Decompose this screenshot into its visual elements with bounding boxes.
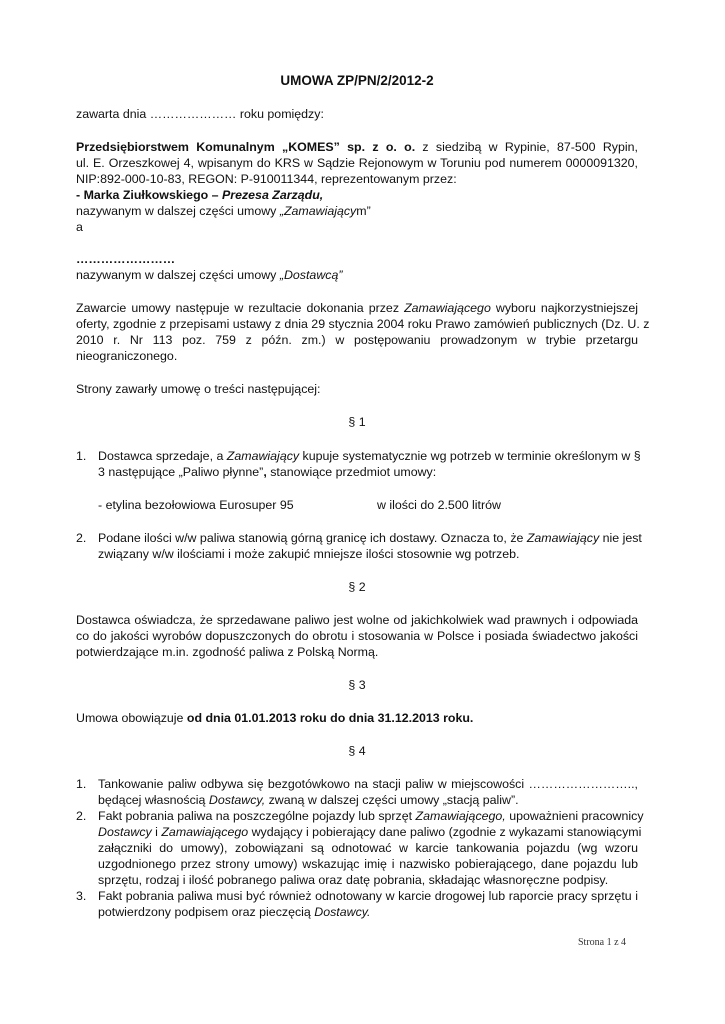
section-4-heading: § 4 xyxy=(348,744,366,758)
s1-item-2-line-1: Podane ilości w/w paliwa stanowią górną granicę ich dostawy. Oznacza to, że Zamawiający nie jest xyxy=(98,531,642,545)
s2-line-3: potwierdzające m.in. zgodność paliwa z Polską Normą. xyxy=(76,645,379,659)
party1-line-3: NIP:892-000-10-83, REGON: P-910011344, reprezentowanym przez: xyxy=(76,172,457,186)
fuel-name: - etylina bezołowiowa Eurosuper 95 xyxy=(98,498,294,512)
s1-item-2-number: 2. xyxy=(76,531,87,545)
party1-line-1: Przedsiębiorstwem Komunalnym „KOMES” sp. z o. o. z siedzibą w Rypinie, 87-500 Rypin, xyxy=(76,140,638,154)
s4-item-2-line-1: Fakt pobrania paliwa na poszczególne pojazdy lub sprzęt Zamawiającego, upoważnieni pracownicy xyxy=(98,809,644,823)
s4-item-1-number: 1. xyxy=(76,777,87,791)
s4-item-3-line-2: potwierdzony podpisem oraz pieczęcią Dostawcy. xyxy=(98,905,371,919)
party1-representative: - Marka Ziułkowskiego – Prezesa Zarządu, xyxy=(76,188,324,202)
s4-item-2-number: 2. xyxy=(76,809,87,823)
s1-item-1-line-2: 3 następujące „Paliwo płynne”, stanowiące przedmiot umowy: xyxy=(98,465,437,479)
conclusion-line-3: 2010 r. Nr 113 poz. 759 z późn. zm.) w postępowaniu prowadzonym w trybie przetargu xyxy=(76,333,638,347)
s2-line-1: Dostawca oświadcza, że sprzedawane paliwo jest wolne od jakichkolwiek wad prawnych i odpowiada xyxy=(76,613,638,627)
party1-company-name: Przedsiębiorstwem Komunalnym „KOMES” sp. z o. o. xyxy=(76,140,416,154)
s4-item-3-line-1: Fakt pobrania paliwa musi być również odnotowany w karcie drogowej lub raporcie pracy sprzętu i xyxy=(98,889,638,903)
document-title: UMOWA ZP/PN/2/2012-2 xyxy=(280,73,434,88)
conjunction-a: a xyxy=(76,220,83,234)
section-1-heading: § 1 xyxy=(348,415,366,429)
party1-named-as: nazywanym w dalszej części umowy „Zamawiającym” xyxy=(76,204,371,218)
page-number-footer: Strona 1 z 4 xyxy=(578,937,627,948)
s1-item-1-number: 1. xyxy=(76,449,87,463)
s2-line-2: co do jakości wyrobów dopuszczonych do obrotu i stosowania w Polsce i posiada świadectwo jakości xyxy=(76,629,638,643)
agreed-line: Strony zawarły umowę o treści następującej: xyxy=(76,382,321,396)
s4-item-2-line-4: uzgodnionego przez strony umowy) wskazując imię i nazwisko pobierającego, dane pojazdu lub xyxy=(98,857,638,871)
s4-item-3-number: 3. xyxy=(76,889,87,903)
section-2-heading: § 2 xyxy=(348,580,366,594)
s4-item-1-line-2: będącej własnością Dostawcy, zwaną w dalszej części umowy „stacją paliw”. xyxy=(98,793,519,807)
s3-term: Umowa obowiązuje od dnia 01.01.2013 roku do dnia 31.12.2013 roku. xyxy=(76,711,474,725)
s4-item-2-line-2: Dostawcy i Zamawiającego wydający i pobierający dane paliwo (zgodnie z wykazami stanowiącymi xyxy=(98,825,642,839)
conclusion-line-2: oferty, zgodnie z przepisami ustawy z dnia 29 stycznia 2004 roku Prawo zamówień publicznych (Dz. U. z xyxy=(76,317,650,331)
conclusion-line-1: Zawarcie umowy następuje w rezultacie dokonania przez Zamawiającego wyboru najkorzystniejszej xyxy=(76,301,638,315)
fuel-quantity: w ilości do 2.500 litrów xyxy=(377,498,501,512)
section-3-heading: § 3 xyxy=(348,678,366,692)
party2-named-as: nazywanym w dalszej części umowy „Dostawcą” xyxy=(76,268,343,282)
s4-item-2-line-3: załączniki do umowy), zobowiązani są odnotować w karcie tankowania pojazdu (wg wzoru xyxy=(98,841,638,855)
s1-item-1-line-1: Dostawca sprzedaje, a Zamawiający kupuje systematycznie wg potrzeb w terminie określonym w § xyxy=(98,449,641,463)
party1-line-2: ul. E. Orzeszkowej 4, wpisanym do KRS w Sądzie Rejonowym w Toruniu pod numerem 0000091320, xyxy=(76,156,638,170)
s4-item-2-line-5: sprzętu, rodzaj i ilość pobranego paliwa oraz datę pobrania, składając własnoręczne podpisy. xyxy=(98,873,609,887)
party2-placeholder: …………………… xyxy=(76,252,176,266)
conclusion-line-4: nieograniczonego. xyxy=(76,349,178,363)
intro-line: zawarta dnia ………………… roku pomiędzy: xyxy=(76,107,324,121)
s4-item-1-line-1: Tankowanie paliw odbywa się bezgotówkowo na stacji paliw w miejscowości …………………….., xyxy=(98,777,638,791)
s1-item-2-line-2: związany w/w ilościami i może zakupić mniejsze ilości stosownie wg potrzeb. xyxy=(98,547,520,561)
